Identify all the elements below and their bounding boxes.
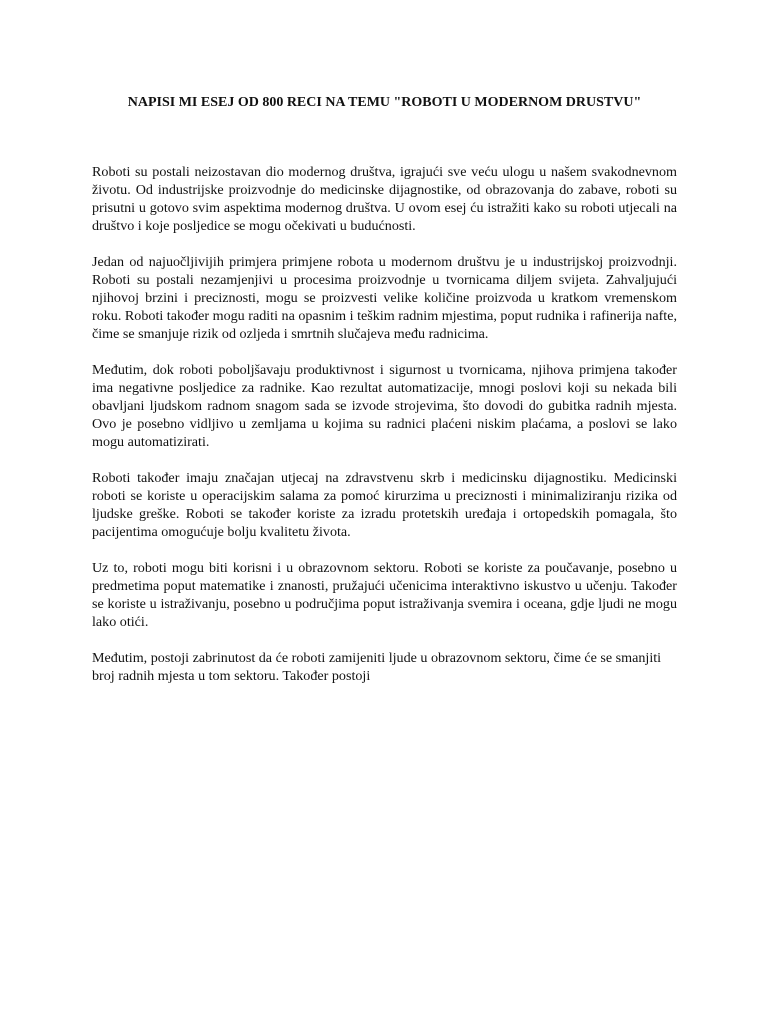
paragraph-2: Jedan od najuočljivijih primjera primjene robota u modernom društvu je u industrijskoj proizvodnji. Roboti su postali nezamjenjivi u procesima proizvodnje u tvornicama diljem svijeta. Zahvaljujući njihovoj brzini i preciznosti, mogu se proizvesti velike količine proizvoda u kratkom vremenskom roku. Roboti također mogu raditi na opasnim i teškim radnim mjestima, poput rudnika i rafinerija nafte, čime se smanjuje rizik od ozljeda i smrtnih slučajeva među radnicima.: [92, 254, 677, 342]
document-title: NAPISI MI ESEJ OD 800 RECI NA TEMU "ROBOTI U MODERNOM DRUSTVU": [127, 95, 642, 110]
paragraph-5: Uz to, roboti mogu biti korisni i u obrazovnom sektoru. Roboti se koriste za poučavanje, posebno u predmetima poput matematike i znanosti, pružajući učenicima interaktivno iskustvo u učenju. Također se koriste u istraživanju, posebno u područjima poput istraživanja svemira i oceana, gdje ljudi ne mogu lako otići.: [92, 560, 677, 630]
paragraph-1: Roboti su postali neizostavan dio modernog društva, igrajući sve veću ulogu u našem svakodnevnom životu. Od industrijske proizvodnje do medicinske dijagnostike, od obrazovanja do zabave, roboti su prisutni u gotovo svim aspektima modernog društva. U ovom esej ću istražiti kako su roboti utjecali na društvo i koje posljedice se mogu očekivati u budućnosti.: [92, 164, 677, 234]
paragraph-6: Međutim, postoji zabrinutost da će roboti zamijeniti ljude u obrazovnom sektoru, čime će se smanjiti broj radnih mjesta u tom sektoru. Također postoji: [92, 650, 662, 684]
paragraph-4: Roboti također imaju značajan utjecaj na zdravstvenu skrb i medicinsku dijagnostiku. Medicinski roboti se koriste u operacijskim salama za pomoć kirurzima u preciznosti i minimaliziranju rizika od ljudske greške. Roboti se također koriste za izradu protetskih uređaja i ortopedskih pomagala, što pacijentima omogućuje bolju kvalitetu života.: [92, 470, 677, 540]
document-body: [92, 163, 677, 703]
paragraph-3: Međutim, dok roboti poboljšavaju produktivnost i sigurnost u tvornicama, njihova primjena također ima negativne posljedice za radnike. Kao rezultat automatizacije, mnogi poslovi koji su nekada bili obavljani ljudskom radnom snagom sada se izvode strojevima, što dovodi do gubitka radnih mjesta. Ovo je posebno vidljivo u zemljama u kojima su radnici plaćeni niskim plaćama, a poslovi se lako mogu automatizirati.: [92, 362, 677, 450]
